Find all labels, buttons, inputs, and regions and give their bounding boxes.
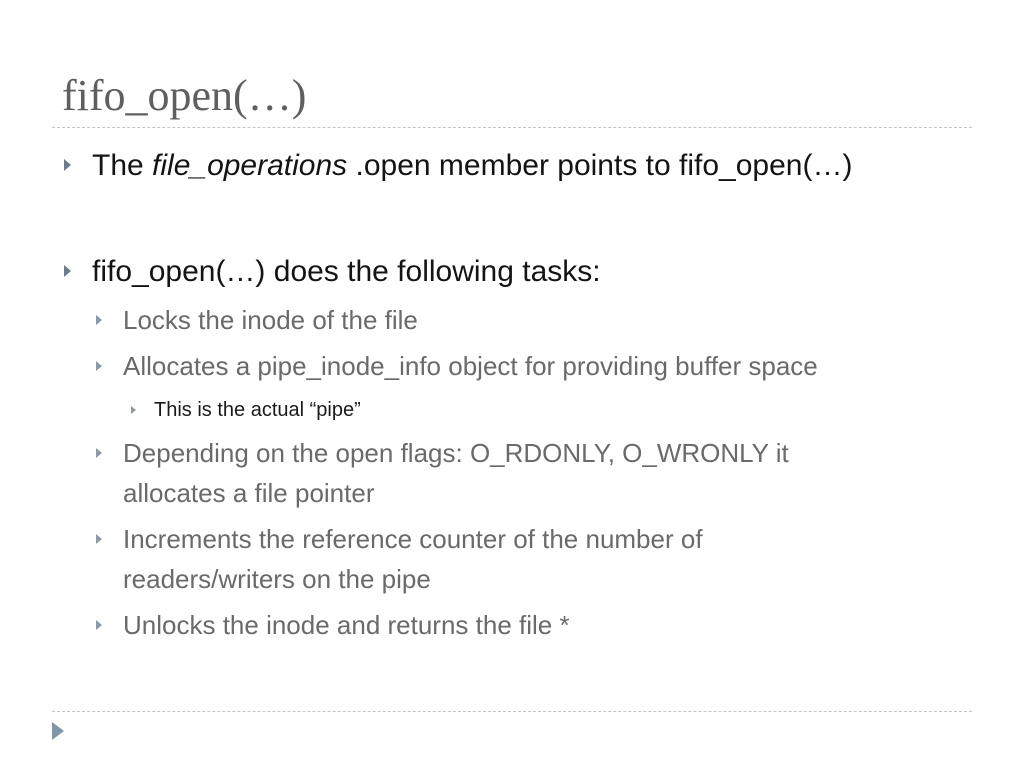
sub-bullet-unlocks: Unlocks the inode and returns the file *: [123, 610, 570, 640]
sub-bullet-increments-line1: Increments the reference counter of the number of: [123, 524, 703, 554]
sub-bullet-arrow-icon: [96, 361, 102, 371]
bullet-arrow-icon: [64, 265, 71, 277]
sub-bullet-increments-line2: readers/writers on the pipe: [123, 564, 431, 594]
footer-divider: [52, 711, 972, 712]
title-divider: [52, 127, 972, 128]
slide-title: fifo_open(…): [62, 71, 307, 120]
sub-bullet-depending-line1: Depending on the open flags: O_RDONLY, O_WRONLY it: [123, 438, 789, 468]
sub-sub-bullet-arrow-icon: [131, 406, 136, 414]
bullet-suffix: .open member points to fifo_open(…): [347, 149, 853, 182]
corner-arrow-icon: [52, 722, 64, 740]
bullet-file-operations: [92, 148, 852, 184]
sub-bullet-allocates: Allocates a pipe_inode_info object for providing buffer space: [123, 351, 818, 381]
bullet-fifo-open-tasks: fifo_open(…) does the following tasks:: [92, 255, 601, 288]
bullet-italic-term: file_operations: [152, 149, 348, 182]
sub-bullet-arrow-icon: [96, 534, 102, 544]
sub-bullet-arrow-icon: [96, 315, 102, 325]
bullet-arrow-icon: [64, 159, 71, 171]
sub-bullet-arrow-icon: [96, 620, 102, 630]
sub-bullet-arrow-icon: [96, 448, 102, 458]
sub-bullet-locks: Locks the inode of the file: [123, 305, 418, 335]
bullet-prefix: The: [92, 149, 153, 182]
sub-bullet-depending-line2: allocates a file pointer: [123, 478, 375, 508]
sub-sub-bullet-actual-pipe: This is the actual “pipe”: [154, 399, 361, 421]
